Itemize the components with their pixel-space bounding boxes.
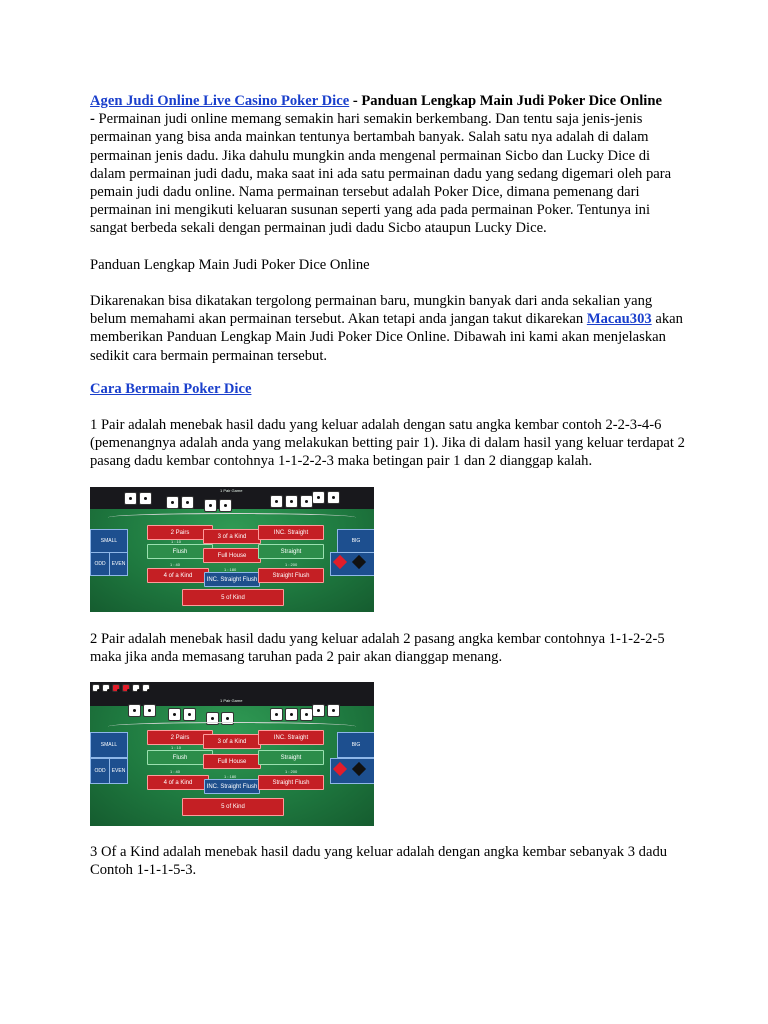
bet-full-house[interactable]: Full House	[203, 548, 261, 563]
odds-label: 1 : 180	[224, 774, 237, 779]
dice-row-left	[124, 492, 152, 505]
dice-row-right	[270, 495, 313, 508]
bet-5-of-kind[interactable]: 5 of Kind	[182, 589, 284, 606]
dice-row-mid	[168, 708, 196, 721]
die-icon	[143, 704, 156, 717]
bet-4-of-a-kind[interactable]: 4 of a Kind	[147, 775, 209, 790]
die-icon	[181, 496, 194, 509]
die-icon	[219, 499, 232, 512]
odds-label: 1 : 200	[285, 562, 298, 567]
die-icon	[312, 704, 325, 717]
die-icon	[124, 492, 137, 505]
die-icon	[102, 684, 110, 692]
article-intro	[90, 92, 685, 238]
odds-label: 1 : 10	[171, 745, 182, 750]
die-icon	[285, 495, 298, 508]
bet-odd[interactable]: ODD	[90, 552, 110, 576]
die-icon	[112, 684, 120, 692]
odds-label: 1 : 10	[171, 539, 182, 544]
bet-odd[interactable]: ODD	[90, 758, 110, 784]
para2-before: Dikarenakan bisa dikatakan tergolong permainan baru, mungkin banyak dari anda sekalian yang belum memahami akan permainan tersebut. Akan tetapi anda jangan takut dikarekan	[90, 293, 653, 328]
result-dice	[92, 684, 150, 692]
bet-inc-straight-flush[interactable]: INC. Straight Flush	[204, 779, 260, 794]
die-icon	[132, 684, 140, 692]
die-icon	[285, 708, 298, 721]
pair1-text: 1 Pair adalah menebak hasil dadu yang keluar adalah dengan satu angka kembar contoh 2-2-3-4-6 (pemenangnya adalah anda yang melakukan betting pair 1). Jika di dalam hasil yang keluar terdapat 2 pasang dadu kembar contohnya 1-1-2-2-3 maka betingan pair 1 dan 2 dianggap kalah.	[90, 417, 685, 470]
dice-row-right	[270, 708, 313, 721]
die-icon	[168, 708, 181, 721]
bet-3-of-a-kind[interactable]: 3 of a Kind	[203, 529, 261, 544]
top-label: 1 Pair Game	[220, 488, 243, 493]
cara-bermain-link[interactable]: Cara Bermain Poker Dice	[90, 381, 252, 397]
dice-row-far-right	[312, 704, 340, 717]
bet-small[interactable]: SMALL	[90, 529, 128, 553]
bet-2-pairs[interactable]: 2 Pairs	[147, 525, 213, 540]
die-icon	[166, 496, 179, 509]
bet-even[interactable]: EVEN	[109, 758, 128, 784]
die-icon	[204, 499, 217, 512]
bet-inc-straight[interactable]: INC. Straight	[258, 730, 324, 745]
bet-4-of-a-kind[interactable]: 4 of a Kind	[147, 568, 209, 583]
bet-straight-flush[interactable]: Straight Flush	[258, 568, 324, 583]
dice-row-left	[128, 704, 156, 717]
macau303-link[interactable]: Macau303	[586, 311, 652, 328]
die-icon	[92, 684, 100, 692]
bet-inc-straight[interactable]: INC. Straight	[258, 525, 324, 540]
kind3-text: 3 Of a Kind adalah menebak hasil dadu yang keluar adalah dengan angka kembar sebanyak 3 dadu Contoh 1-1-1-5-3.	[90, 844, 668, 879]
pair2-text: 2 Pair adalah menebak hasil dadu yang keluar adalah 2 pasang angka kembar contohnya 1-1-2-2-5 maka jika anda memasang taruhan pada 2 pair akan dianggap menang.	[90, 631, 665, 666]
bet-even[interactable]: EVEN	[109, 552, 128, 576]
die-icon	[270, 495, 283, 508]
bet-big[interactable]: BIG	[337, 732, 374, 758]
die-icon	[128, 704, 141, 717]
para2-after: akan memberikan Panduan Lengkap Main Judi Poker Dice Online. Dibawah ini kami akan menjelaskan sedikit cara bermain permainan tersebut.	[90, 311, 683, 364]
heading-panduan: Panduan Lengkap Main Judi Poker Dice Online	[90, 257, 370, 273]
bet-straight[interactable]: Straight	[258, 750, 324, 765]
bet-straight-flush[interactable]: Straight Flush	[258, 775, 324, 790]
odds-label: 1 : 40	[170, 769, 181, 774]
dice-row-far-right	[312, 491, 340, 504]
die-icon	[312, 491, 325, 504]
table-rail	[108, 513, 356, 522]
title-rest: - Panduan Lengkap Main Judi Poker Dice Online	[349, 93, 662, 109]
dice-row-mid	[166, 496, 194, 509]
poker-dice-table-image-1	[90, 487, 374, 612]
bet-full-house[interactable]: Full House	[203, 754, 261, 769]
die-icon	[183, 708, 196, 721]
bet-flush[interactable]: Flush	[147, 750, 213, 765]
die-icon	[270, 708, 283, 721]
bet-small[interactable]: SMALL	[90, 732, 128, 758]
bet-2-pairs[interactable]: 2 Pairs	[147, 730, 213, 745]
top-label: 1 Pair Game	[220, 698, 243, 703]
bet-5-of-kind[interactable]: 5 of Kind	[182, 798, 284, 816]
die-icon	[142, 684, 150, 692]
intro-body: Permainan judi online memang semakin hari semakin berkembang. Dan tentu saja jenis-jenis permainan yang bisa anda mainkan tentunya bertambah banyak. Salah satu nya adalah di dalam permainan jenis dadu. Jika dahulu mungkin anda mengenal permainan Sicbo dan Lucky Dice di dalam permainan judi dadu, maka saat ini ada satu permainan dadu yang sedang digemari oleh para pemain judi dadu online. Nama permainan tersebut adalah Poker Dice, dimana pemenang dari permainan ini mengikuti keluaran susunan seperti yang ada pada permainan Poker. Tentunya ini sangat berbeda sekali dengan permainan judi dadu Sicbo ataupun Lucky Dice.	[90, 111, 672, 237]
poker-dice-table-image-2	[90, 682, 374, 826]
die-icon	[139, 492, 152, 505]
bet-straight[interactable]: Straight	[258, 544, 324, 559]
agen-judi-link[interactable]: Agen Judi Online Live Casino Poker Dice	[90, 93, 350, 109]
bet-3-of-a-kind[interactable]: 3 of a Kind	[203, 734, 261, 749]
section-title	[90, 380, 685, 398]
dash: -	[90, 111, 99, 128]
odds-label: 1 : 180	[224, 567, 237, 572]
odds-label: 1 : 200	[285, 769, 298, 774]
bet-big[interactable]: BIG	[337, 529, 374, 553]
dice-row-mid2	[204, 499, 232, 512]
paragraph-macau	[90, 292, 685, 365]
bet-inc-straight-flush[interactable]: INC. Straight Flush	[204, 572, 260, 587]
bet-flush[interactable]: Flush	[147, 544, 213, 559]
die-icon	[327, 704, 340, 717]
die-icon	[122, 684, 130, 692]
odds-label: 1 : 40	[170, 562, 181, 567]
die-icon	[327, 491, 340, 504]
